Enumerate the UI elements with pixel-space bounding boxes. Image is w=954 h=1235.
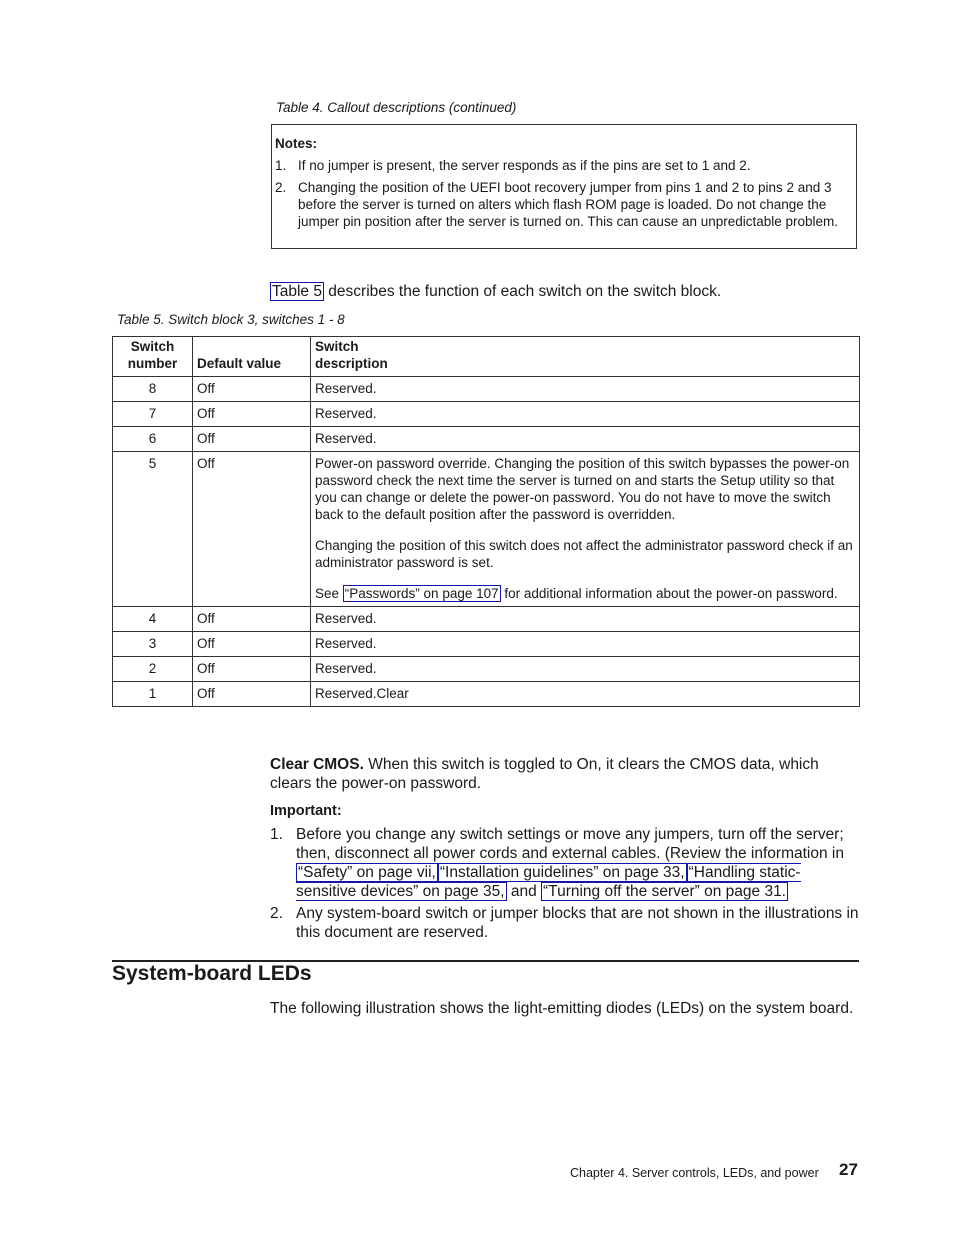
description-paragraph: Changing the position of this switch does not affect the administrator password check if an administrator password is set.: [315, 538, 853, 570]
page-number: 27: [839, 1160, 858, 1179]
section-heading: System-board LEDs: [112, 962, 312, 985]
switch-number: 5: [113, 452, 193, 607]
intro-text: describes the function of each switch on the switch block.: [323, 283, 722, 300]
notes-title: Notes:: [275, 136, 318, 151]
switch-description: Reserved.: [311, 427, 860, 452]
footer-chapter: Chapter 4. Server controls, LEDs, and power: [570, 1166, 819, 1180]
table-row: [113, 682, 860, 707]
switch-table: [112, 336, 860, 707]
table-row: [113, 377, 860, 402]
table-row: [113, 657, 860, 682]
switch-number: 1: [113, 682, 193, 707]
table-row: [113, 427, 860, 452]
installation-guidelines-link[interactable]: “Installation guidelines” on page 33,: [439, 864, 685, 881]
section-paragraph: The following illustration shows the light-emitting diodes (LEDs) on the system board.: [270, 1000, 854, 1017]
default-value: Off: [193, 632, 311, 657]
switch-description: Reserved.Clear: [311, 682, 860, 707]
switch-number: 4: [113, 607, 193, 632]
table5-intro: [270, 283, 721, 301]
important-title: Important:: [270, 803, 342, 819]
table5-link[interactable]: Table 5: [272, 283, 322, 300]
switch-number: 2: [113, 657, 193, 682]
table-row: [113, 402, 860, 427]
switch-number: 3: [113, 632, 193, 657]
switch-number: 6: [113, 427, 193, 452]
table-row: [113, 452, 860, 607]
description-paragraph: [315, 585, 855, 602]
item-number: 2.: [270, 905, 283, 922]
and-text: and: [506, 883, 542, 900]
notes-box: [271, 124, 857, 249]
switch-number: 8: [113, 377, 193, 402]
default-value: Off: [193, 682, 311, 707]
item-number: 1.: [270, 826, 283, 843]
turning-off-link[interactable]: “Turning off the server” on page 31.: [543, 883, 786, 900]
description-paragraph: Power-on password override. Changing the position of this switch bypasses the power-on password check the next time the server is turned on and starts the Setup utility so that you can change or delete the power-on password. You do not have to move the switch back to the default position after the password is overridden.: [315, 456, 850, 522]
table-row: [113, 632, 860, 657]
switch-description: [311, 452, 860, 607]
clear-cmos-text: When this switch is toggled to On, it clears the CMOS data, which clears the power-on password.: [270, 756, 819, 792]
switch-description: Reserved.: [311, 632, 860, 657]
switch-number: 7: [113, 402, 193, 427]
switch-description: Reserved.: [311, 377, 860, 402]
see-text-tail: for additional information about the power-on password.: [500, 586, 838, 601]
note-number: 1.: [275, 158, 287, 173]
safety-link[interactable]: “Safety” on page vii,: [298, 864, 436, 881]
header-switch-description: Switch description: [311, 337, 860, 377]
header-default-value: Default value: [193, 337, 311, 377]
clear-cmos-label: Clear CMOS.: [270, 756, 364, 773]
item-text: Any system-board switch or jumper blocks that are not shown in the illustrations in this document are reserved.: [296, 905, 859, 941]
item-text: [296, 825, 860, 901]
switch-description: Reserved.: [311, 607, 860, 632]
table5-caption: Table 5. Switch block 3, switches 1 - 8: [117, 312, 345, 327]
default-value: Off: [193, 427, 311, 452]
switch-description: Reserved.: [311, 657, 860, 682]
table-row: [113, 607, 860, 632]
passwords-link[interactable]: “Passwords” on page 107: [344, 586, 499, 601]
note-text: If no jumper is present, the server responds as if the pins are set to 1 and 2.: [298, 158, 751, 173]
note-text: Changing the position of the UEFI boot recovery jumper from pins 1 and 2 to pins 2 and 3 before the server is turned on alters which flash ROM page is loaded. Do not change the jumper pin position after the server is turned on. This can cause an unpredictable problem.: [298, 180, 839, 229]
default-value: Off: [193, 657, 311, 682]
table-header-row: [113, 337, 860, 377]
item-body: Before you change any switch settings or move any jumpers, turn off the server; then, disconnect all power cords and external cables. (Review the information in: [296, 826, 844, 862]
table4-caption: Table 4. Callout descriptions (continued): [276, 100, 517, 115]
header-switch-number: Switch number: [113, 337, 193, 377]
default-value: Off: [193, 402, 311, 427]
note-number: 2.: [275, 180, 287, 195]
switch-description: Reserved.: [311, 402, 860, 427]
default-value: Off: [193, 452, 311, 607]
default-value: Off: [193, 377, 311, 402]
handling-static-link[interactable]: “Handling static-sensitive devices” on page 35,: [296, 864, 801, 900]
clear-cmos-paragraph: [270, 755, 860, 793]
see-text: See: [315, 586, 343, 601]
default-value: Off: [193, 607, 311, 632]
